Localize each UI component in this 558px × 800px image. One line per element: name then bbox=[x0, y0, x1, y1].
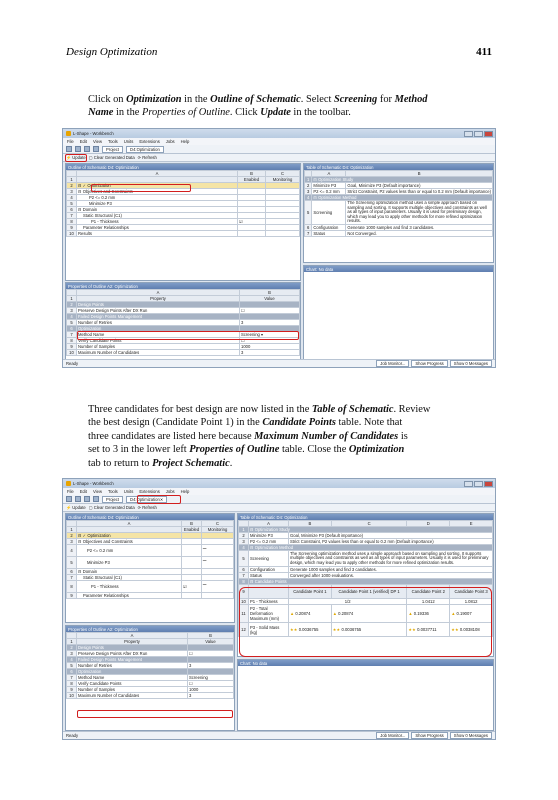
maximize-button[interactable] bbox=[474, 481, 483, 487]
tab-optimization[interactable]: D4:Optimization ✕ bbox=[126, 496, 167, 503]
outline-pane-2: Outline of Schematic D4: Optimization A B C 1 Enabled Monitoring 2 ⊟ ✓ Optimization 3 ⊟ Objectives and Constraints 4 P2 <= 0.2 mm ⁀ 5 Minimize P3 ⁀ 6 ⊟ Domain 7 Static Structural (C1) 8 P1 - Thickness ☑ ⁀ 9 Parameter Relationships bbox=[65, 513, 235, 623]
refresh-button[interactable]: ⟳ Refresh bbox=[137, 505, 157, 510]
properties-table: A B 1 Property Value 2 Design Points 3 Preserve Design Points After DX Run ☐ 4 Failed Design Points Management 5 Number of Retries 3 6 Optimization 7 Method Name Screening ▾ 8 Verify Candidate Points ☐ 9 Number of Samples 1000 10 Maximum Number of Candidates 3 bbox=[66, 289, 300, 356]
menu-help[interactable]: Help bbox=[180, 139, 190, 144]
menu-units[interactable]: Units bbox=[123, 139, 134, 144]
main-toolbar-2 bbox=[63, 495, 495, 504]
main-toolbar bbox=[63, 145, 495, 154]
status-bar-2: Ready Job Monitor... Show Progress Show 0 Messages bbox=[63, 731, 495, 739]
workbench-screenshot-2 bbox=[62, 478, 496, 740]
update-button[interactable]: ⚡ Update bbox=[66, 154, 86, 160]
show-progress-button[interactable]: Show Progress bbox=[411, 360, 447, 367]
maximize-button[interactable] bbox=[474, 131, 483, 137]
menu-bar-2: File Edit View Tools Units Extensions Jobs Help bbox=[63, 488, 495, 495]
show-messages-button[interactable]: Show 0 Messages bbox=[450, 360, 492, 367]
update-button[interactable]: ⚡ Update bbox=[66, 504, 86, 510]
method-name-select[interactable]: Screening ▾ bbox=[240, 332, 300, 338]
tab-project[interactable]: Project bbox=[102, 146, 123, 153]
saveas-icon[interactable] bbox=[93, 496, 99, 502]
status-bar: Ready Job Monitor... Show Progress Show 0 Messages bbox=[63, 359, 495, 367]
save-icon[interactable] bbox=[84, 146, 90, 152]
running-header: Design Optimization bbox=[66, 46, 158, 58]
window-title-bar: L-Shape - Workbench bbox=[63, 129, 495, 138]
highlight-max-candidates bbox=[77, 710, 233, 718]
highlight-optimization bbox=[91, 184, 191, 192]
workbench-screenshot-1 bbox=[62, 128, 496, 368]
optimization-toolbar-2 bbox=[63, 504, 495, 512]
menu-jobs[interactable]: Jobs bbox=[165, 139, 175, 144]
open-icon[interactable] bbox=[75, 146, 81, 152]
close-button[interactable] bbox=[484, 131, 493, 137]
properties-pane-2: Properties of Outline A2: Optimization A B 1 Property Value 2 Design Points 3 Preserve Design Points After DX Run ☐ 4 Failed Design Points Management 5 Number of Retries 3 6 Optimization 7 Method Name Screening 8 Verify Candidate Points ☐ 9 Number of Samples 1000 10 Maximum Number of Candidates 3 bbox=[65, 625, 235, 731]
menu-view[interactable]: View bbox=[92, 139, 102, 144]
save-icon[interactable] bbox=[84, 496, 90, 502]
outline-table: A B C 1 Enabled Monitoring 2 ⊟ ✓ Optimization 3 ⊟ Objectives and Constraints 4 P2 <= 0.2 mm 5 Minimize P3 6 ⊟ Domain 7 Static Structural (C1) 8 P1 - Thickness ☑ 9 Parameter Relationships 10 Results bbox=[66, 170, 300, 237]
open-icon[interactable] bbox=[75, 496, 81, 502]
new-icon[interactable] bbox=[66, 496, 72, 502]
highlight-method-name bbox=[77, 331, 299, 340]
workbench-app-icon bbox=[66, 131, 71, 136]
menu-file[interactable]: File bbox=[67, 139, 74, 144]
tab-optimization[interactable]: D4:Optimization bbox=[126, 146, 164, 153]
chart-pane-2: Chart: No data bbox=[237, 659, 494, 731]
clear-generated-data-button[interactable]: ▢ Clear Generated Data bbox=[88, 505, 135, 510]
menu-bar bbox=[63, 138, 495, 145]
page-number: 411 bbox=[476, 46, 492, 58]
workbench-app-icon bbox=[66, 481, 71, 486]
menu-edit[interactable]: Edit bbox=[79, 139, 87, 144]
instruction-paragraph-2: Three candidates for best design are now listed in the Table of Schematic. Review the best design (Candidate Point 1) in the Candidate Points table. Note that three candidates are listed here because Maximum Number of Candidates is set to 3 in the lower left Properties of Outline table. Close the Optimization tab to return to Project Schematic. bbox=[88, 404, 431, 469]
highlight-candidate-points bbox=[239, 587, 492, 657]
minimize-button[interactable] bbox=[464, 481, 473, 487]
highlight-update bbox=[65, 154, 87, 162]
new-icon[interactable] bbox=[66, 146, 72, 152]
tab-project[interactable]: Project bbox=[102, 496, 123, 503]
saveas-icon[interactable] bbox=[93, 146, 99, 152]
highlight-optimization-tab bbox=[137, 495, 181, 504]
refresh-button[interactable]: ⟳ Refresh bbox=[137, 155, 157, 160]
menu-extensions[interactable]: Extensions bbox=[139, 139, 160, 144]
optimization-toolbar bbox=[63, 154, 495, 162]
properties-pane: Properties of Outline A2: Optimization A B 1 Property Value 2 Design Points 3 Preserve Design Points After DX Run ☐ 4 Failed Design Points Management 5 Number of Retries 3 6 Optimization 7 Method Name Screening ▾ 8 Verify Candidate Points ☐ 9 Number of Samples 1000 10 Maximum Number of Candidates 3 bbox=[65, 282, 301, 360]
table-of-schematic-pane-2: Table of Schematic D4: Optimization A B C D E 1 ⊟ Optimization Study 2 Minimize P3 Goal, Minimize P3 (Default importance) 3 P2 <= 0.2 mm Strict Constraint, P2 values less than or equal to 0.2 mm (Default importance) 4 ⊟ Optimization Method 5 Screening The Screening optimization method uses a simple approach based on sampling and sorting. It supports multiple objectives and constraints as well as all types of input parameters. Usually it is used for preliminary design, which may lead you to apply other methods for more refined optimization results. 6 Configuration Generate 1000 samples and find 3 candidates. 7 Status Converged after 1000 evaluations. 8 ⊟ Candidate Points 9 Candidate Point 1 Candidate Point 1 (verified) DP 1 Candidate Point 2 Candidate Point 3 10 P1 - Thickness 1/2 1.0412 1.0812 11 P2 - Total Deformation Maximum (mm) ▲ 0.20874 ▲ 0.20874 ▲ 0.19336 ▲ 0.19007 12 P3 - Solid Mass (kg) ★★ 0.0036755 ★★ 0.0036755 ★★ 0.0037711 ★★ 0.0038108 bbox=[237, 513, 494, 657]
window-title-bar-2: L-Shape - Workbench bbox=[63, 479, 495, 488]
clear-generated-data-button[interactable]: ▢ Clear Generated Data bbox=[88, 155, 135, 160]
outline-pane: Outline of Schematic D4: Optimization A B C 1 Enabled Monitoring 2 ⊟ ✓ Optimization 3 ⊟ Objectives and Constraints 4 P2 <= 0.2 mm 5 Minimize P3 6 ⊟ Domain 7 Static Structural (C1) 8 P1 - Thickness ☑ 9 Parameter Relationships 10 Results bbox=[65, 163, 301, 281]
close-button[interactable] bbox=[484, 481, 493, 487]
job-monitor-button[interactable]: Job Monitor... bbox=[376, 360, 409, 367]
menu-tools[interactable]: Tools bbox=[107, 139, 118, 144]
chart-pane: Chart: No data bbox=[303, 265, 494, 360]
minimize-button[interactable] bbox=[464, 131, 473, 137]
instruction-paragraph-1: Click on Optimization in the Outline of Schematic. Select Screening for Method Name in the Properties of Outline. Click Update in the toolbar. bbox=[88, 94, 428, 119]
table-of-schematic-pane: Table of Schematic D4: Optimization A B 1 ⊟ Optimization Study 2 Minimize P3 Goal, Minimize P3 (Default importance) 3 P2 <= 0.2 mm Strict Constraint, P2 values less than or equal to 0.2 mm (Default importance) 4 ⊟ Optimization Method 5 Screening The Screening optimization method uses a simple approach based on sampling and sorting. It supports multiple objectives and constraints as well as all types of input parameters. Usually it is used for preliminary design, which may lead you to apply other methods for more refined optimization results. 6 Configuration Generate 1000 samples and find 3 candidates. 7 Status Not Converged. bbox=[303, 163, 494, 263]
outline-row-optimization[interactable]: ⊟ ✓ Optimization bbox=[77, 183, 238, 189]
